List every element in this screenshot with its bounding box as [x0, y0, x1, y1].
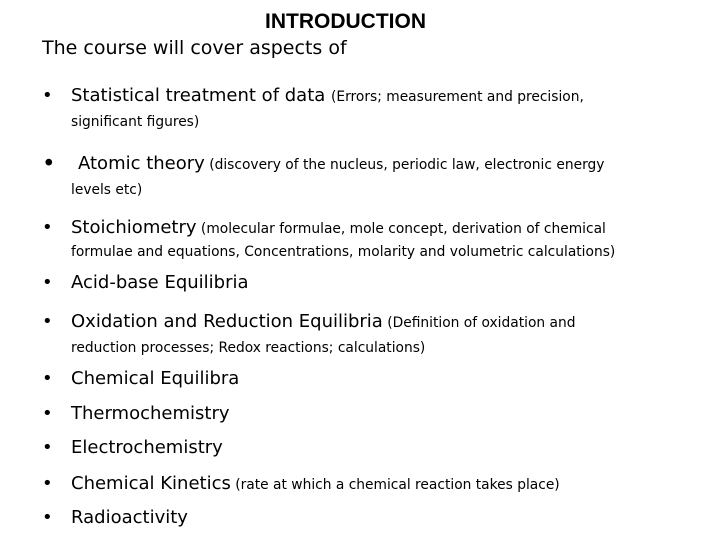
bullet-icon: •: [42, 217, 53, 238]
item-detail-text: (rate at which a chemical reaction takes place): [230, 477, 560, 493]
item-detail-text: (molecular formulae, mole concept, derivation of chemical: [196, 221, 606, 237]
item-main-text: Chemical Kinetics: [71, 473, 231, 494]
item-continuation-text: reduction processes; Redox reactions; calculations): [71, 340, 426, 356]
slide-title: INTRODUCTION: [265, 10, 426, 33]
bullet-icon: •: [42, 403, 53, 424]
bullet-icon: •: [42, 473, 53, 494]
item-main-text: Electrochemistry: [71, 437, 223, 458]
bullet-icon: •: [42, 272, 53, 293]
bullet-icon: •: [42, 437, 53, 458]
item-main-text: Radioactivity: [71, 507, 188, 528]
item-continuation-text: levels etc): [71, 182, 143, 198]
item-detail-text: (Errors; measurement and precision,: [331, 89, 584, 105]
item-continuation-text: formulae and equations, Concentrations, molarity and volumetric calculations): [71, 244, 616, 260]
item-continuation-text: significant figures): [71, 114, 200, 130]
bullet-icon: •: [42, 85, 53, 106]
lead-text: The course will cover aspects of: [42, 37, 347, 59]
bullet-icon: •: [42, 368, 53, 389]
item-detail-text: (Definition of oxidation and: [382, 315, 576, 331]
bullet-icon: •: [42, 311, 53, 332]
item-main-text: Statistical treatment of data: [71, 85, 332, 106]
item-main-text: Atomic theory: [78, 153, 205, 174]
item-main-text: Chemical Equilibra: [71, 368, 240, 389]
bullet-icon: •: [42, 151, 56, 177]
item-main-text: Thermochemistry: [71, 403, 230, 424]
bullet-icon: •: [42, 507, 53, 528]
item-detail-text: (discovery of the nucleus, periodic law, electronic energy: [204, 157, 605, 173]
item-main-text: Oxidation and Reduction Equilibria: [71, 311, 383, 332]
item-main-text: Acid-base Equilibria: [71, 272, 249, 293]
item-main-text: Stoichiometry: [71, 217, 197, 238]
